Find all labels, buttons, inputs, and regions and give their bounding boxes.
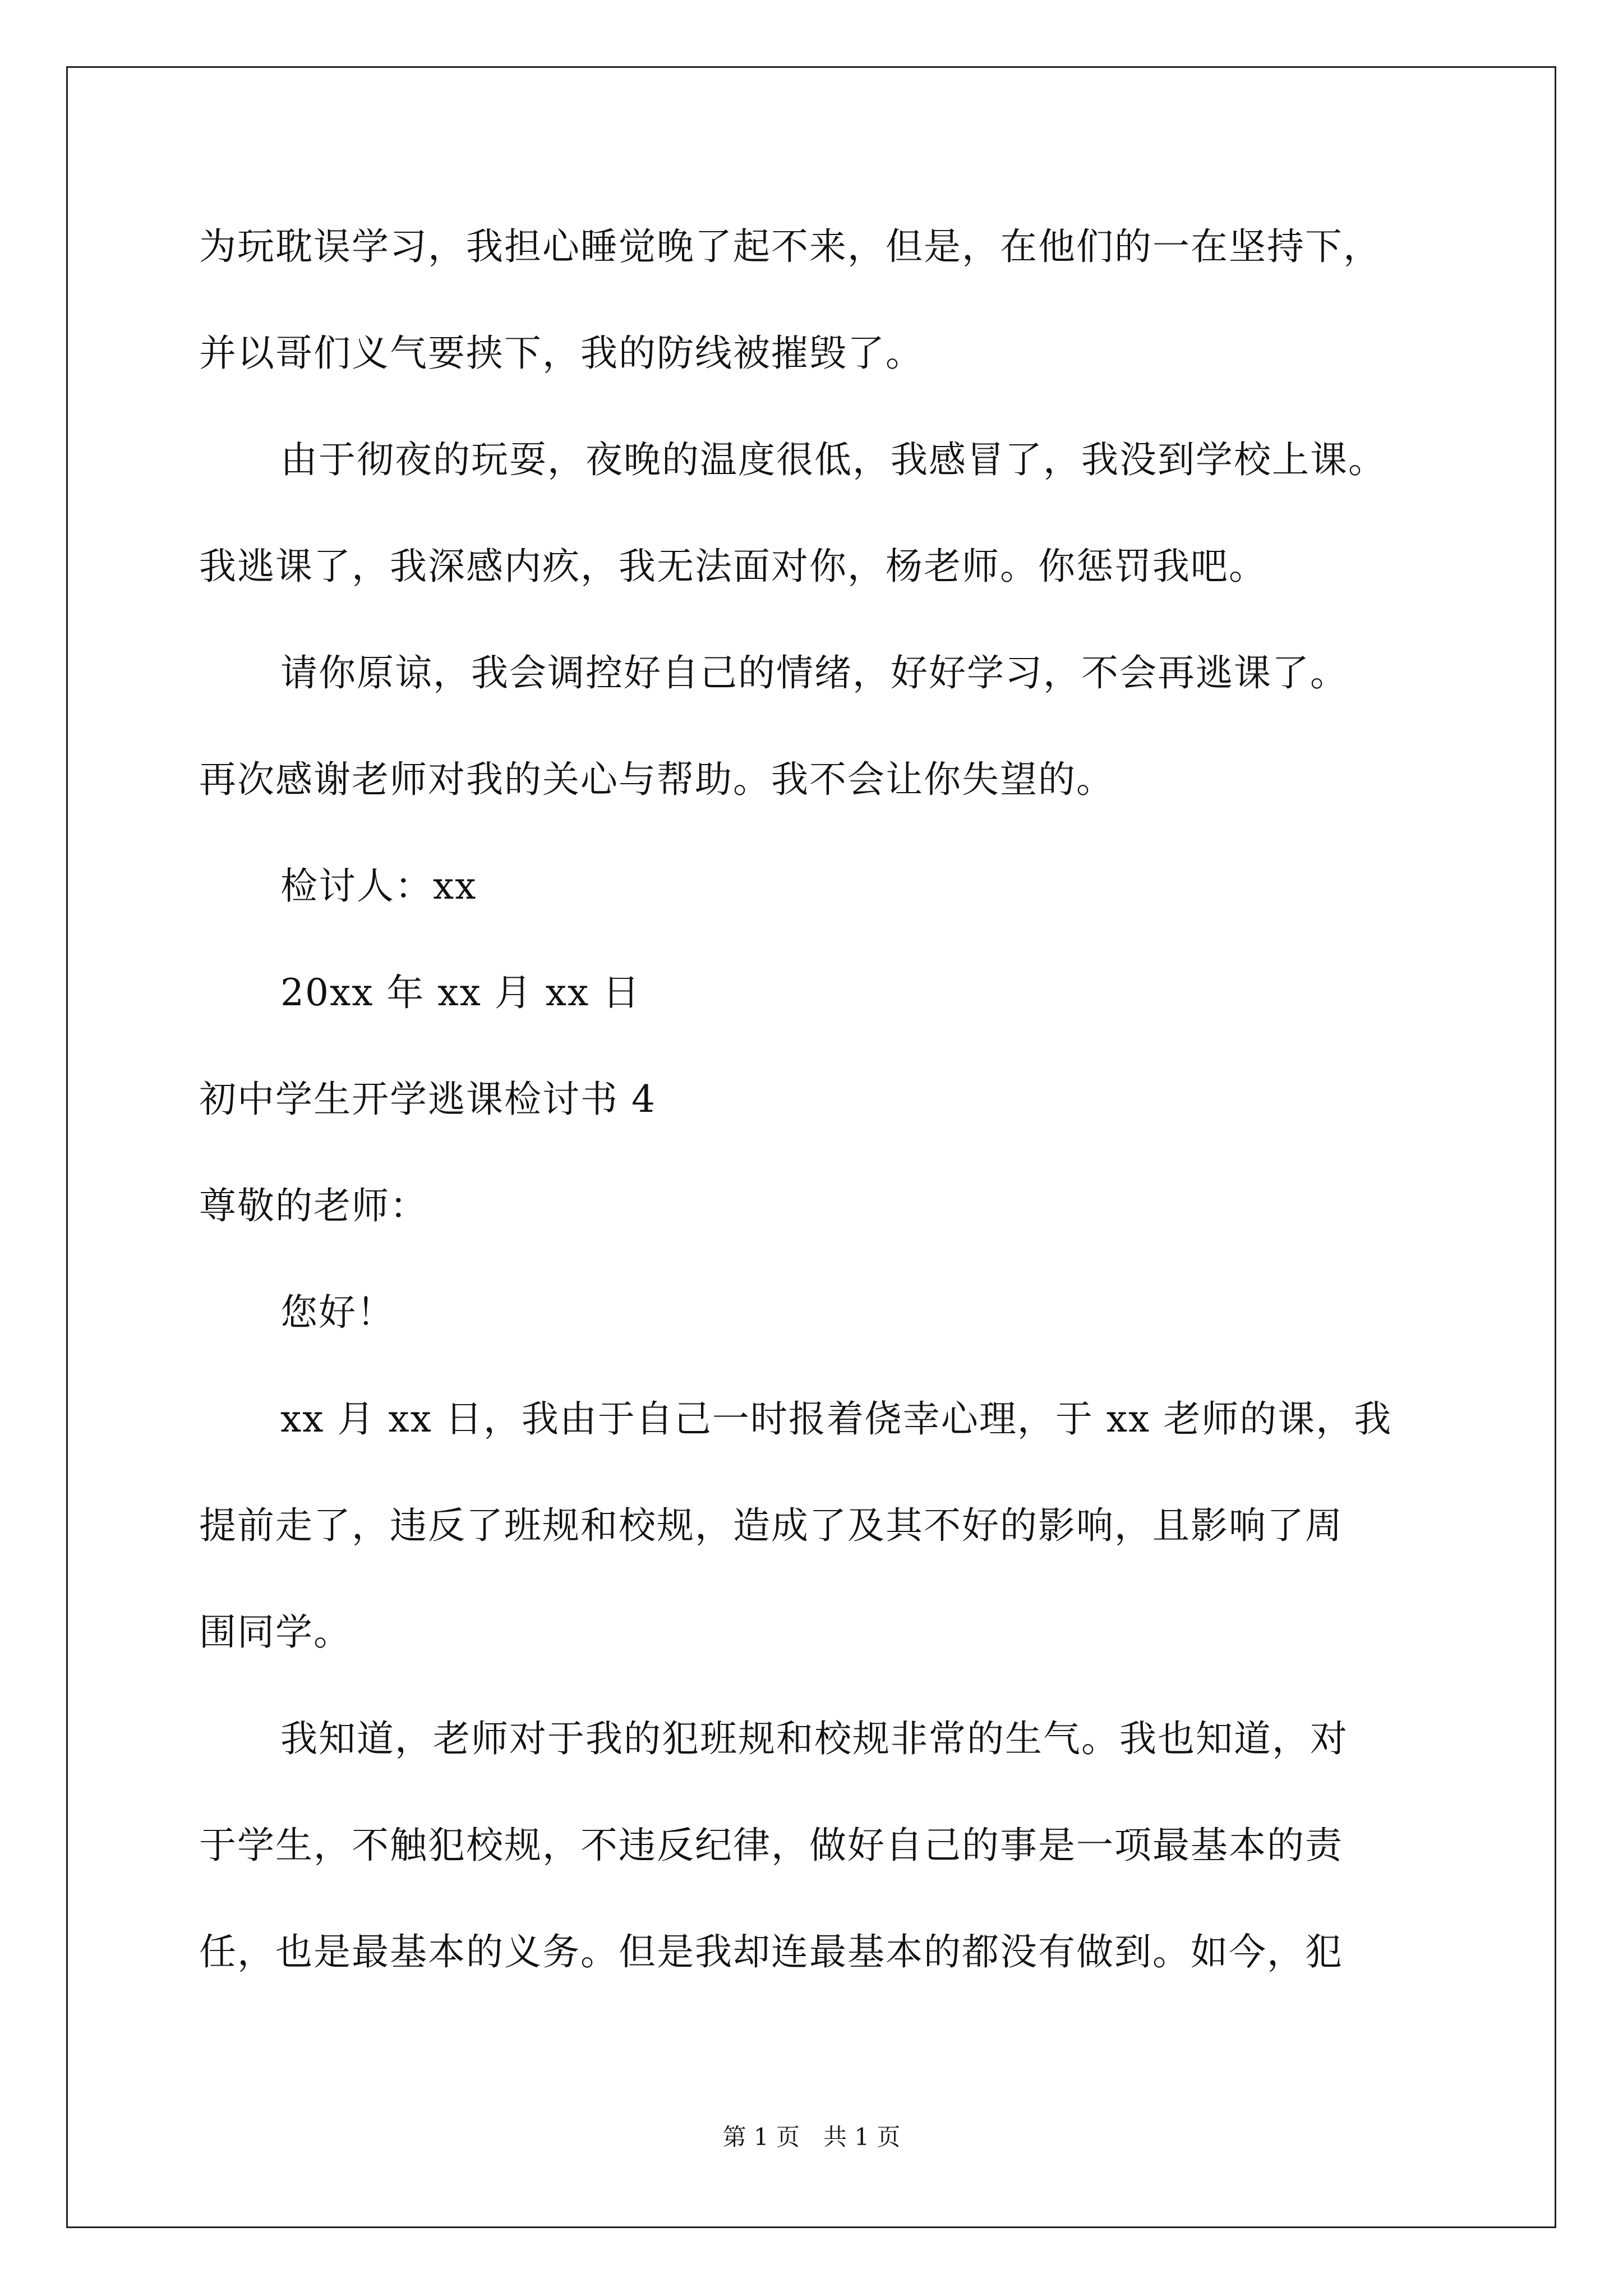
paragraph-line: 任，也是最基本的义务。但是我却连最基本的都没有做到。如今，犯 (199, 1930, 1343, 1973)
signer-line: 检讨人：xx (280, 864, 477, 908)
page-footer: 第 1 页 共 1 页 (722, 2123, 901, 2151)
paragraph-line: 再次感谢老师对我的关心与帮助。我不会让你失望的。 (199, 758, 1114, 801)
paragraph-line: 提前走了，违反了班规和校规，造成了及其不好的影响，且影响了周 (199, 1504, 1343, 1547)
paragraph-line: 于学生，不触犯校规，不违反纪律，做好自己的事是一项最基本的责 (199, 1824, 1343, 1867)
paragraph-line: 我知道，老师对于我的犯班规和校规非常的生气。我也知道，对 (280, 1717, 1348, 1760)
page-border (66, 66, 1556, 2228)
paragraph-line: 我逃课了，我深感内疚，我无法面对你，杨老师。你惩罚我吧。 (199, 545, 1267, 588)
paragraph-line: 并以哥们义气要挟下，我的防线被摧毁了。 (199, 332, 924, 375)
date-line: 20xx 年 xx 月 xx 日 (280, 971, 641, 1014)
paragraph-line: 为玩耽误学习，我担心睡觉晚了起不来，但是，在他们的一在坚持下， (199, 225, 1381, 268)
paragraph-line: 请你原谅，我会调控好自己的情绪，好好学习，不会再逃课了。 (280, 651, 1348, 694)
greeting: 您好！ (280, 1291, 395, 1334)
section-title: 初中学生开学逃课检讨书 4 (199, 1078, 656, 1121)
paragraph-line: 由于彻夜的玩耍，夜晚的温度很低，我感冒了，我没到学校上课。 (280, 438, 1386, 481)
paragraph-line: 围同学。 (199, 1611, 352, 1654)
salutation: 尊敬的老师： (199, 1184, 428, 1227)
paragraph-line: xx 月 xx 日，我由于自己一时报着侥幸心理，于 xx 老师的课，我 (280, 1397, 1393, 1441)
